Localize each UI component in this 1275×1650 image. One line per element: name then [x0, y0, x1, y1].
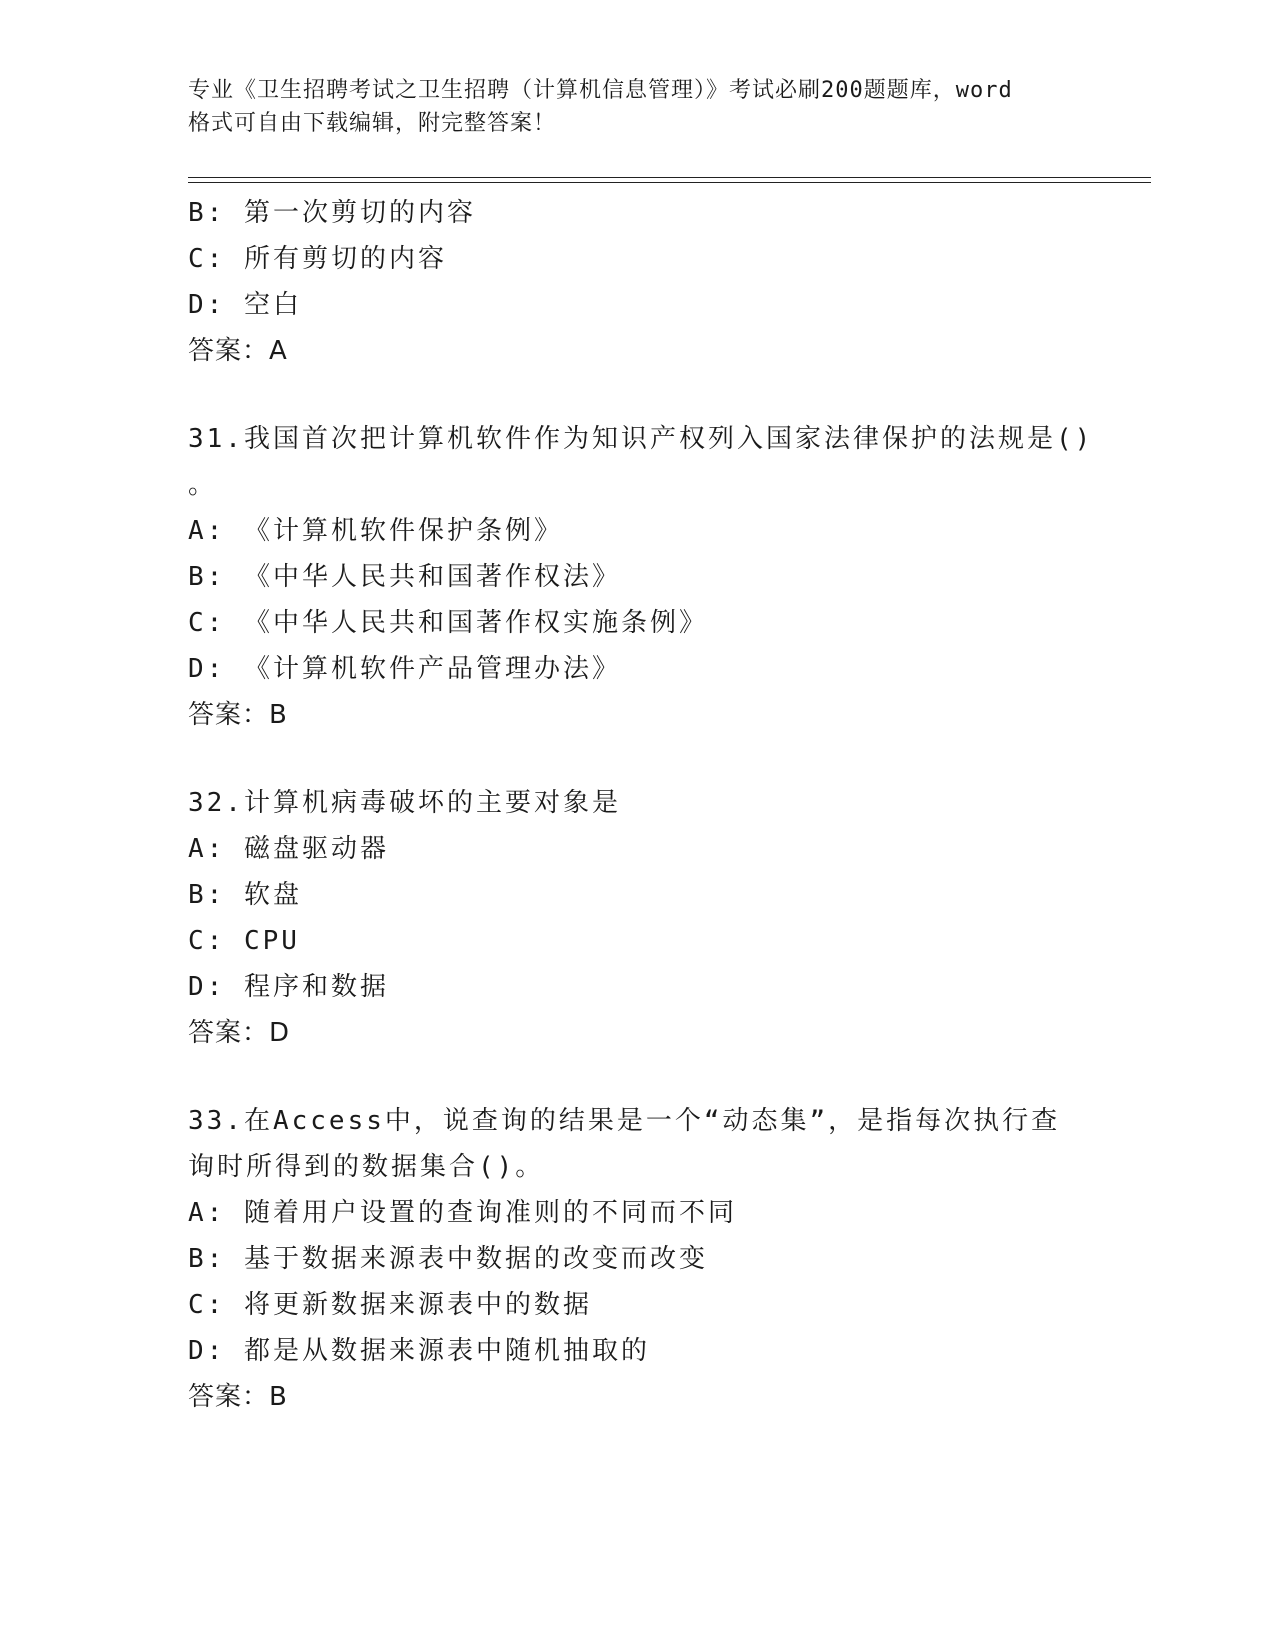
question-text-line: 32.计算机病毒破坏的主要对象是 [188, 788, 621, 818]
option-c: C: 将更新数据来源表中的数据 [188, 1290, 592, 1320]
answer-line: 答案：A [188, 336, 288, 366]
option-b: B: 基于数据来源表中数据的改变而改变 [188, 1244, 708, 1274]
question-list [188, 190, 1094, 1420]
option-c: C: CPU [188, 926, 300, 956]
option-d: D: 《计算机软件产品管理办法》 [188, 654, 621, 684]
option-b: B: 第一次剪切的内容 [188, 198, 476, 228]
question-block-31 [188, 416, 1094, 738]
question-text-line: 询时所得到的数据集合()。 [188, 1152, 545, 1182]
question-text-line: 31.我国首次把计算机软件作为知识产权列入国家法律保护的法规是() [188, 424, 1094, 454]
header-divider-top [188, 177, 1151, 178]
question-block-32 [188, 780, 1088, 1056]
question-block-prev [188, 190, 1088, 374]
option-a: A: 随着用户设置的查询准则的不同而不同 [188, 1198, 737, 1228]
option-c: C: 所有剪切的内容 [188, 244, 447, 274]
answer-line: 答案：B [188, 1382, 288, 1412]
header-line-1: 专业《卫生招聘考试之卫生招聘（计算机信息管理）》考试必刷200题题库，word [188, 78, 1013, 103]
option-d: D: 空白 [188, 290, 302, 320]
option-a: A: 《计算机软件保护条例》 [188, 516, 563, 546]
option-d: D: 程序和数据 [188, 972, 389, 1002]
option-c: C: 《中华人民共和国著作权实施条例》 [188, 608, 708, 638]
document-header [188, 74, 1088, 140]
question-text-line: 。 [188, 470, 218, 500]
question-text-line: 33.在Access中，说查询的结果是一个“动态集”，是指每次执行查 [188, 1106, 1061, 1136]
answer-line: 答案：B [188, 700, 288, 730]
header-line-2: 格式可自由下载编辑，附完整答案！ [188, 111, 557, 136]
answer-line: 答案：D [188, 1018, 291, 1048]
option-b: B: 《中华人民共和国著作权法》 [188, 562, 621, 592]
option-a: A: 磁盘驱动器 [188, 834, 389, 864]
option-b: B: 软盘 [188, 880, 302, 910]
question-block-33 [188, 1098, 1088, 1420]
header-divider-bottom [188, 182, 1151, 183]
option-d: D: 都是从数据来源表中随机抽取的 [188, 1336, 650, 1366]
